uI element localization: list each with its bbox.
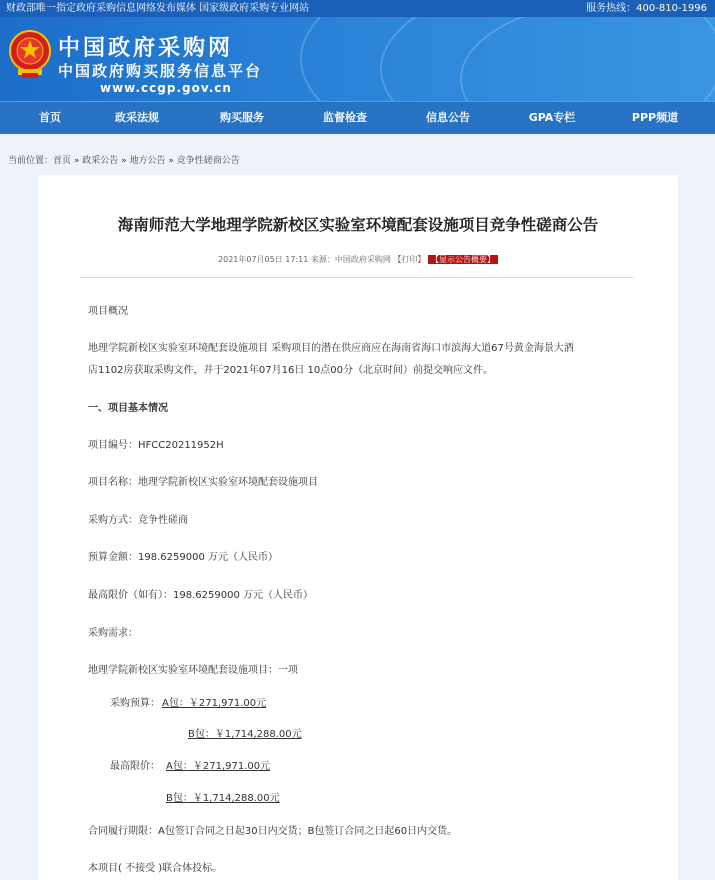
nav-announcements[interactable]: 信息公告 bbox=[426, 111, 470, 124]
breadcrumb-label: 当前位置： bbox=[8, 156, 54, 166]
top-strip bbox=[0, 0, 715, 17]
main-nav bbox=[0, 101, 715, 134]
breadcrumb: 当前位置：首页 » 政采公告 » 地方公告 » 竞争性磋商公告 bbox=[8, 156, 240, 166]
procurement-method: 采购方式：竞争性磋商 bbox=[88, 515, 188, 526]
article-date: 2021年07月05日 17:11 bbox=[218, 255, 309, 264]
article-panel bbox=[38, 175, 678, 880]
divider bbox=[80, 277, 634, 278]
print-link[interactable]: 【打印】 bbox=[393, 255, 426, 264]
consortium-bid: 本项目( 不接受 )联合体投标。 bbox=[88, 863, 223, 874]
nav-regulations[interactable]: 政采法规 bbox=[115, 111, 159, 124]
limit-package-a: A包：￥271,971.00元 bbox=[166, 761, 271, 772]
section-basic-info: 一、项目基本情况 bbox=[88, 403, 168, 414]
budget-amount: 预算金额：198.6259000 万元（人民币） bbox=[88, 552, 278, 563]
nav-purchase-services[interactable]: 购买服务 bbox=[220, 111, 264, 124]
breadcrumb-local-announcements[interactable]: 地方公告 bbox=[129, 156, 166, 166]
logo-subtitle[interactable]: 中国政府购买服务信息平台 bbox=[58, 62, 263, 80]
source-label: 来源： bbox=[310, 255, 335, 264]
budget-breakdown-label: 采购预算： bbox=[110, 698, 160, 709]
nav-ppp[interactable]: PPP频道 bbox=[631, 111, 679, 124]
limit-breakdown-label: 最高限价： bbox=[110, 761, 160, 772]
service-hotline: 服务热线：400-810-1996 bbox=[586, 3, 707, 14]
logo-url: www.ccgp.gov.cn bbox=[100, 81, 232, 95]
demand-item: 地理学院新校区实验室环境配套设施项目：一项 bbox=[88, 665, 298, 676]
breadcrumb-gov-announcements[interactable]: 政采公告 bbox=[82, 156, 119, 166]
nav-home[interactable]: 首页 bbox=[39, 111, 61, 124]
logo-title[interactable]: 中国政府采购网 bbox=[58, 36, 234, 61]
article-meta bbox=[38, 254, 678, 265]
limit-package-b: B包：￥1,714,288.00元 bbox=[166, 793, 280, 804]
overview-line-1: 地理学院新校区实验室环境配套设施项目 采购项目的潜在供应商应在海南省海口市滨海大道67号黄金海景大酒 bbox=[88, 343, 574, 354]
article-title: 海南师范大学地理学院新校区实验室环境配套设施项目竞争性磋商公告 bbox=[117, 216, 599, 234]
article-source: 中国政府采购网 bbox=[334, 255, 391, 264]
breadcrumb-competitive-consultation[interactable]: 竞争性磋商公告 bbox=[176, 156, 240, 166]
project-name: 项目名称：地理学院新校区实验室环境配套设施项目 bbox=[88, 477, 318, 488]
header-banner bbox=[0, 17, 715, 101]
breadcrumb-home[interactable]: 首页 bbox=[53, 156, 72, 166]
national-emblem-icon[interactable] bbox=[8, 27, 52, 79]
budget-package-a: A包：￥271,971.00元 bbox=[162, 698, 267, 709]
nav-gpa[interactable]: GPA专栏 bbox=[528, 111, 576, 124]
demand-label: 采购需求： bbox=[88, 628, 138, 639]
contract-period: 合同履行期限：A包签订合同之日起30日内交货；B包签订合同之日起60日内交货。 bbox=[88, 826, 458, 837]
nav-supervision[interactable]: 监督检查 bbox=[323, 111, 367, 124]
site-tagline: 财政部唯一指定政府采购信息网络发布媒体 国家级政府采购专业网站 bbox=[6, 3, 310, 14]
overview-heading: 项目概况 bbox=[88, 306, 128, 317]
project-number: 项目编号：HFCC20211952H bbox=[88, 440, 224, 451]
show-summary-button[interactable]: 【显示公告概要】 bbox=[428, 255, 498, 264]
max-price: 最高限价（如有）：198.6259000 万元（人民币） bbox=[88, 590, 313, 601]
overview-line-2: 店1102房获取采购文件，并于2021年07月16日 10点00分（北京时间）前提交响应文件。 bbox=[88, 365, 493, 376]
budget-package-b: B包：￥1,714,288.00元 bbox=[188, 729, 302, 740]
